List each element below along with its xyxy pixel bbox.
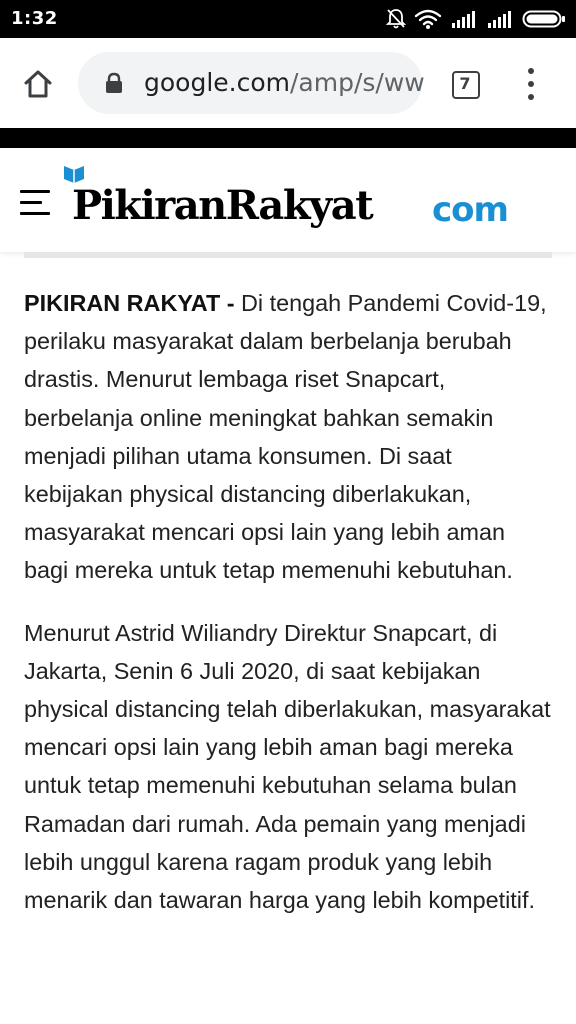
url-domain: google.com [144,68,290,97]
overflow-menu-button[interactable] [516,66,546,102]
header-divider [24,252,552,258]
battery-icon [522,9,566,29]
article-dateline: PIKIRAN RAKYAT - [24,290,235,316]
tab-count: 7 [459,74,471,93]
article-paragraph-2-text: Menurut Astrid Wiliandry Direktur Snapcart, di Jakarta, Senin 6 Juli 2020, di saat kebijakan physical distancing telah diberlakukan, masyarakat mencari opsi lain yang lebih aman bagi mereka untuk tetap memenuhi kebutuhan selama bulan Ramadan dari rumah. Ada pemain yang menjadi lebih unggul karena ragam produk yang lebih menarik dan tawaran harga yang lebih kompetitif. [24,619,551,914]
home-button[interactable] [14,60,62,108]
logo-main-text: PikiranRakyat [72,182,373,229]
status-time: 1:32 [11,8,58,29]
status-icons [378,6,566,32]
logo-com-text: com [432,190,508,230]
article-paragraph [24,284,554,590]
site-logo[interactable] [62,164,522,236]
browser-toolbar [0,38,576,128]
signal-icon [486,9,514,29]
wifi-icon [414,8,442,30]
lock-icon [104,72,124,94]
site-header [0,148,576,252]
tab-switcher-button[interactable] [449,68,481,100]
hamburger-menu-button[interactable] [20,188,52,218]
article-paragraph-1-text: Di tengah Pandemi Covid-19, perilaku masyarakat dalam berbelanja berubah drastis. Menurut lembaga riset Snapcart, berbelanja online meningkat bahkan semakin menjadi pilihan utama konsumen. Di saat kebijakan physical distancing diberlakukan, masyarakat mencari opsi lain yang lebih aman bagi mereka untuk tetap memenuhi kebutuhan. [24,290,547,584]
home-icon [22,68,54,100]
url-text[interactable] [144,68,425,98]
book-logo-icon [62,164,86,184]
article-paragraph [24,614,554,920]
article-body [24,284,554,943]
url-bar[interactable] [78,52,425,114]
url-path: /amp/s/ww [290,68,425,97]
signal-icon [450,9,478,29]
status-bar [0,0,576,38]
mute-bell-icon [386,8,406,30]
page-top-strip [0,128,576,148]
